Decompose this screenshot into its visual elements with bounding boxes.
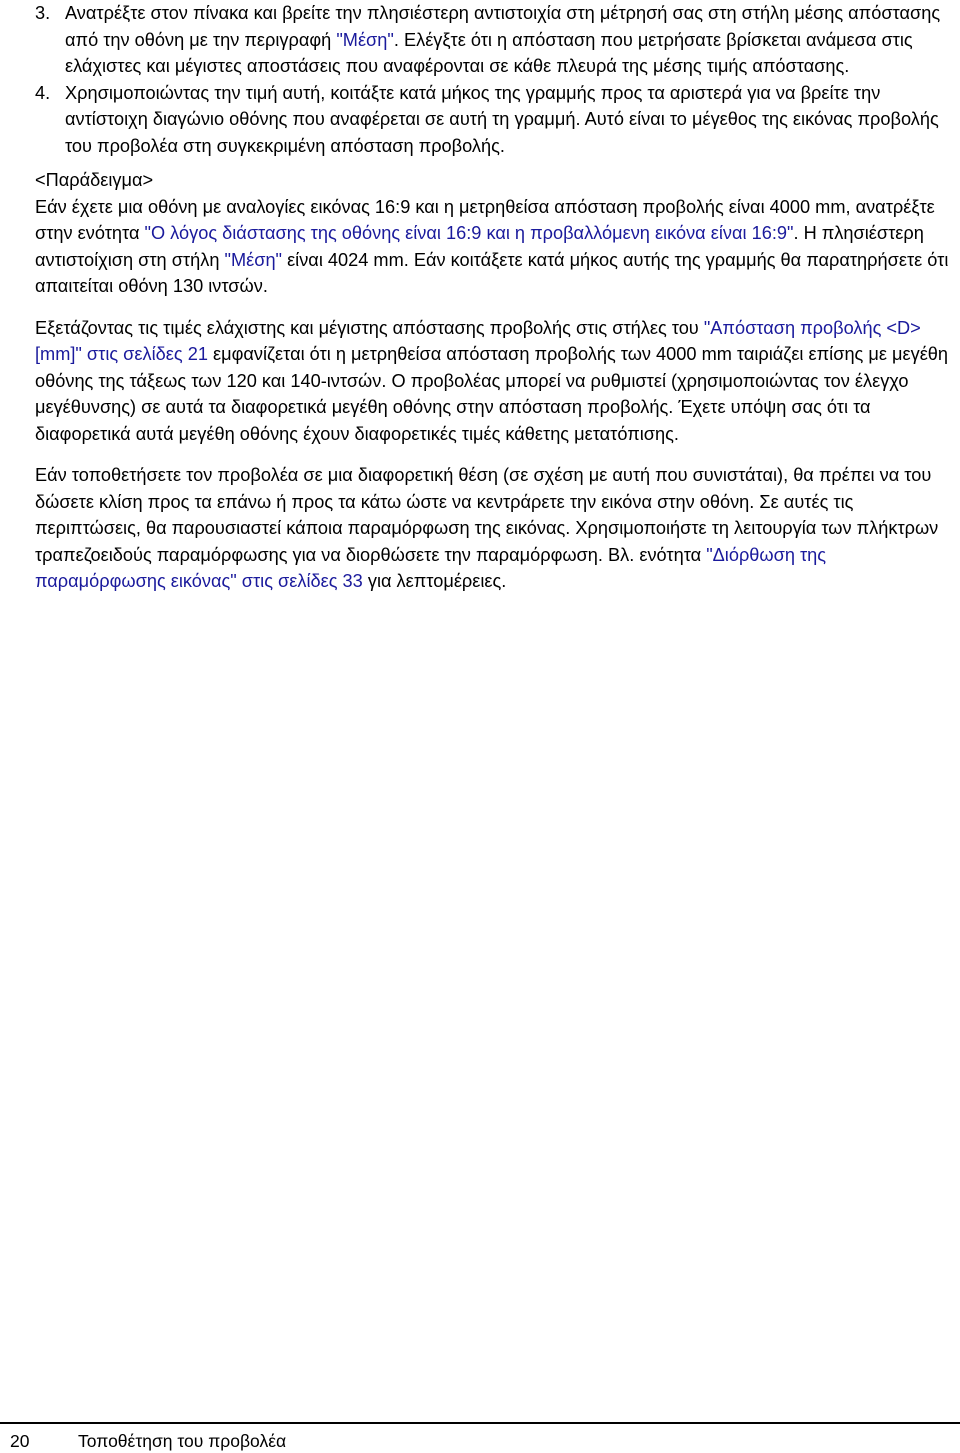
steps-list — [35, 0, 960, 159]
page-number: 20 — [10, 1431, 30, 1451]
link-mesi[interactable]: "Μέση" — [336, 29, 394, 50]
example-text-cont: . Η πλησιέστερη αντιστοίχιση στη στήλη — [35, 223, 924, 270]
step-text-cont: . Ελέγξτε ότι η απόσταση που μετρήσατε βρίσκεται ανάμεσα στις ελάχιστες και μέγιστες αποστάσεις που αναφέρονται σε κάθε πλευρά της μέσης τιμής απόστασης. — [65, 29, 913, 76]
step-4 — [35, 80, 960, 160]
step-text: Χρησιμοποιώντας την τιμή αυτή, κοιτάξτε κατά μήκος της γραμμής προς τα αριστερά για να βρείτε την αντίστοιχη διαγώνιο οθόνης που αναφέρεται σε αυτή τη γραμμή. Αυτό είναι το μέγεθος της εικόνας προβολής του προβολέα στη συγκεκριμένη απόσταση προβολής. — [65, 82, 939, 156]
example-heading: <Παράδειγμα> — [35, 170, 154, 190]
footer-divider — [0, 1422, 960, 1424]
step-number: 3. — [35, 3, 51, 23]
paragraph-text: Εάν τοποθετήσετε τον προβολέα σε μια διαφορετική θέση (σε σχέση με αυτή που συνιστάται), θα πρέπει να του δώσετε κλίση προς τα επάνω ή προς τα κάτω ώστε να κεντράρετε την εικόνα στην οθόνη. Σε αυτές τις περιπτώσεις, θα παρουσιαστεί κάποια παραμόρφωση της εικόνας. Χρησιμοποιήστε τη λειτουργία των πλήκτρων τραπεζοειδούς παραμόρφωσης για να διορθώσετε την παραμόρφωση. Βλ. ενότητα — [35, 465, 939, 565]
example-block — [35, 167, 960, 300]
paragraph-keystone — [35, 462, 960, 595]
step-number: 4. — [35, 82, 51, 103]
step-text: Ανατρέξτε στον πίνακα και βρείτε την πλησιέστερη αντιστοιχία στη μέτρησή σας στη στήλη μέσης απόστασης από την οθόνη με την περιγραφή — [65, 3, 941, 50]
paragraph-text-cont: για λεπτομέρειες. — [362, 571, 507, 591]
paragraph-distance — [35, 315, 960, 448]
example-text: Εάν έχετε μια οθόνη με αναλογίες εικόνας 16:9 και η μετρηθείσα απόσταση προβολής είναι 4000 mm, ανατρέξτε στην ενότητα — [35, 196, 935, 243]
footer-title: Τοποθέτηση του προβολέα — [78, 1431, 287, 1451]
link-aspect-section[interactable]: "Ο λόγος διάστασης της οθόνης είναι 16:9 και η προβαλλόμενη εικόνα είναι 16:9" — [144, 223, 794, 243]
link-projection-distance[interactable]: "Απόσταση προβολής <D> [mm]" στις σελίδες 21 — [35, 317, 921, 364]
link-keystone-correction[interactable]: "Διόρθωση της παραμόρφωσης εικόνας" στις σελίδες 33 — [35, 544, 827, 591]
paragraph-text: Εξετάζοντας τις τιμές ελάχιστης και μέγιστης απόστασης προβολής στις στήλες του — [35, 317, 704, 338]
document-page — [35, 0, 960, 595]
paragraph-text-cont: εμφανίζεται ότι η μετρηθείσα απόσταση προβολής των 4000 mm ταιριάζει επίσης με μεγέθη οθόνης της τάξεως των 120 και 140-ιντσών. Ο προβολέας μπορεί να ρυθμιστεί (χρησιμοποιώντας τον έλεγχο μεγέθυνσης) σε αυτά τα διαφορετικά μεγέθη οθόνης στην απόσταση προβολής. Έχετε υπόψη σας ότι τα διαφορετικά αυτά μεγέθη οθόνης έχουν διαφορετικές τιμές κάθετης μετατόπισης. — [35, 344, 949, 444]
link-mesi-column[interactable]: "Μέση" — [224, 249, 283, 270]
example-text-end: είναι 4024 mm. Εάν κοιτάξετε κατά μήκος αυτής της γραμμής θα παρατηρήσετε ότι απαιτείται οθόνη 130 ιντσών. — [35, 249, 949, 296]
step-3 — [35, 0, 960, 80]
